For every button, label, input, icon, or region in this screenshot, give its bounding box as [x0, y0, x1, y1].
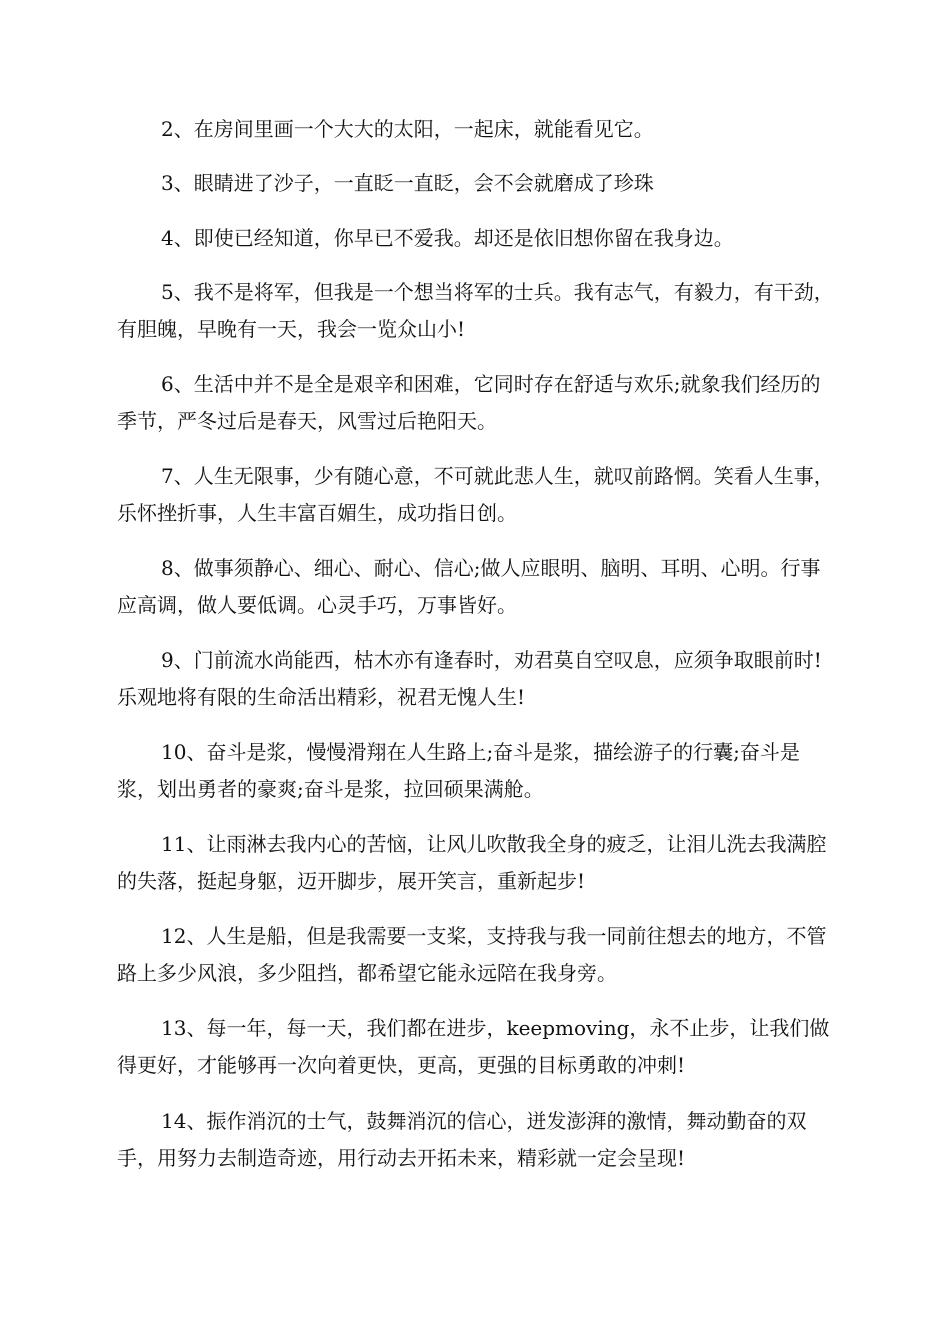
- paragraph-12: 12、人生是船，但是我需要一支桨，支持我与我一同前往想去的地方，不管路上多少风浪，多少阻挡，都希望它能永远陪在我身旁。: [117, 924, 827, 985]
- paragraph-6: 6、生活中并不是全是艰辛和困难，它同时存在舒适与欢乐;就象我们经历的季节，严冬过后是春天，风雪过后艳阳天。: [117, 372, 821, 433]
- paragraph-10: 10、奋斗是浆，慢慢滑翔在人生路上;奋斗是浆，描绘游子的行囊;奋斗是浆，划出勇者的豪爽;奋斗是浆，拉回硕果满舱。: [117, 740, 800, 801]
- paragraph-2: 2、在房间里画一个大大的太阳，一起床，就能看见它。: [161, 117, 654, 141]
- paragraph-3: 3、眼睛进了沙子，一直眨一直眨，会不会就磨成了珍珠: [161, 171, 654, 195]
- paragraph-5: 5、我不是将军，但我是一个想当将军的士兵。我有志气，有毅力，有干劲，有胆魄，早晚有一天，我会一览众山小!: [117, 280, 834, 341]
- paragraph-9: 9、门前流水尚能西，枯木亦有逢春时，劝君莫自空叹息，应须争取眼前时!乐观地将有限的生命活出精彩，祝君无愧人生!: [117, 648, 822, 709]
- paragraph-7: 7、人生无限事，少有随心意，不可就此悲人生，就叹前路惘。笑看人生事，乐怀挫折事，人生丰富百媚生，成功指日创。: [117, 464, 834, 525]
- paragraph-4: 4、即使已经知道，你早已不爱我。却还是依旧想你留在我身边。: [161, 226, 734, 250]
- paragraph-8: 8、做事须静心、细心、耐心、信心;做人应眼明、脑明、耳明、心明。行事应高调，做人要低调。心灵手巧，万事皆好。: [117, 556, 821, 617]
- paragraph-14: 14、振作消沉的士气，鼓舞消沉的信心，迸发澎湃的激情，舞动勤奋的双手，用努力去制造奇迹，用行动去开拓未来，精彩就一定会呈现!: [117, 1109, 807, 1170]
- paragraph-13: 13、每一年，每一天，我们都在进步，keepmoving，永不止步，让我们做得更好，才能够再一次向着更快，更高，更强的目标勇敢的冲刺!: [117, 1016, 830, 1077]
- paragraph-11: 11、让雨淋去我内心的苦恼，让风儿吹散我全身的疲乏，让泪儿洗去我满腔的失落，挺起身躯，迈开脚步，展开笑言，重新起步!: [117, 832, 827, 893]
